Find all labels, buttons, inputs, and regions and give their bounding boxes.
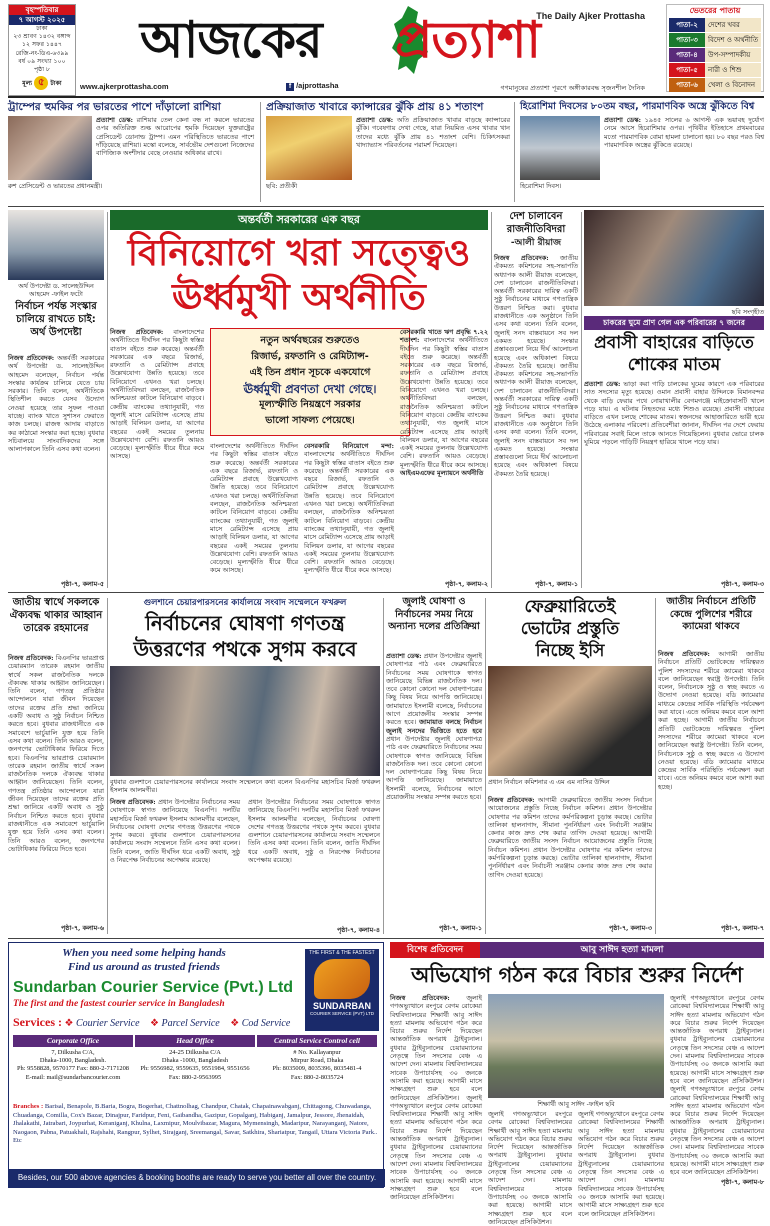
side-story-1-byline: -আলী রীয়াজ bbox=[510, 238, 562, 248]
bottom-photo bbox=[488, 994, 664, 1098]
masthead bbox=[0, 0, 770, 100]
right-story-kicker: চাকরের ঘুমে প্রাণ গেল এক পরিবারের ৭ জনের bbox=[584, 316, 764, 330]
inside-item-page: পাতা-৪ bbox=[669, 48, 705, 62]
police-continue: পৃষ্ঠা-৭, কলাম-৭ bbox=[720, 924, 764, 932]
location: ঢাকা bbox=[36, 25, 48, 32]
top-story-2[interactable] bbox=[266, 100, 510, 204]
mid-story-body: প্রত্যাশা ডেস্ক: প্রধান উপদেষ্টার জুলাই ঘোষণাপত্র পাঠ এবং ফেব্রুয়ারিতে নির্বাচনের সময় ঘোষণাকে স্বাগত জানিয়েছে বিভিন্ন রাজনৈতিক দল। তবে কোনো কোনো দল ঘোষণাপত্রের কিছু বিষয় নিয়ে আপত্তি জানিয়েছে। জামায়াতে ইসলামী বলেছে, নির্বাচনের আগে প্রয়োজনীয় সংস্কার সম্পন্ন করতে হবে। জামায়াত বলছে নির্বাচন জুলাই সনদের ভিত্তিতে হতে হবে প্রধান উপদেষ্টার জুলাই ঘোষণাপত্র পাঠ এবং ফেব্রুয়ারিতে নির্বাচনের সময় ঘোষণাকে স্বাগত জানিয়েছে বিভিন্ন রাজনৈতিক দল। তবে কোনো কোনো দল ঘোষণাপত্রের কিছু বিষয় নিয়ে আপত্তি জানিয়েছে। জামায়াতে ইসলামী বলেছে, নির্বাচনের আগে প্রয়োজনীয় সংস্কার সম্পন্ন করতে হবে। bbox=[386, 652, 482, 802]
box-line: নতুন অর্থবছরের শুরুতেও bbox=[260, 335, 360, 346]
second-lead-headline-1: নির্বাচনের ঘোষণা গণতন্ত্র bbox=[145, 611, 345, 635]
top-story-3[interactable] bbox=[520, 100, 764, 204]
website[interactable]: www.ajkerprottasha.com bbox=[80, 82, 169, 91]
lead-story[interactable] bbox=[110, 210, 488, 590]
left-story-photo bbox=[8, 210, 104, 280]
ad-logo-sub: COURIER SERVICE (PVT) LTD bbox=[309, 1011, 375, 1016]
bottom-body-2: জুলাই গণঅভ্যুত্থানে রংপুরে বেগম রোকেয়া বিশ্ববিদ্যালয়ের শিক্ষার্থী আবু সাঈদ হত্যা মামলায় অভিযোগ গঠন করে বিচার শুরুর নির্দেশ দিয়েছেন আন্তর্জাতিক অপরাধ ট্রাইব্যুনাল। বুধবার ট্রাইব্যুনালের চেয়ারম্যানের নেতৃত্বে তিন সদস্যের বেঞ্চ এ আদেশ দেন। মামলায় বিশ্ববিদ্যালয়ের সাবেক উপাচার্যসহ ৩০ জনকে আসামি করা হয়েছে। আগামী মাসে সাক্ষ্যগ্রহণ শুরু হবে বলে জানিয়েছেন প্রসিকিউশন। bbox=[488, 1110, 572, 1226]
facebook[interactable]: f /ajprottasha bbox=[286, 81, 386, 91]
top-story-1[interactable] bbox=[8, 100, 256, 204]
bottom-kicker-right: আবু সাঈদ হত্যা মামলা bbox=[480, 942, 764, 958]
bottom-story[interactable] bbox=[390, 942, 764, 1226]
tiger-icon bbox=[314, 959, 370, 999]
left-story-body: নিজস্ব প্রতিবেদক: অন্তর্বর্তী সরকারের অর্থ উপদেষ্টা ড. সালেহউদ্দিন আহমেদ বলেছেন, নির্বাচন পর্যন্ত সংস্কার কার্যক্রম চালিয়ে যেতে চায় সরকার। তিনি বলেন, অর্থনীতিকে স্থিতিশীল করতে যেসব উদ্যোগ নেওয়া হয়েছে তার সুফল পাওয়া যাচ্ছে। ব্যাংক খাতে সুশাসন ফেরাতে কাজ চলছে। রাজস্ব আদায় বাড়াতে কর কাঠামো সংস্কার করা হচ্ছে। বুধবার সচিবালয়ে সাংবাদিকদের সঙ্গে আলাপকালে তিনি এসব কথা বলেন। bbox=[8, 354, 104, 454]
left-story-caption: অর্থ উপদেষ্টা ড. সালেহউদ্দিন আহমেদ -ফাইল ফটো bbox=[18, 282, 94, 299]
top-story-2-headline: প্রক্রিয়াজাত খাবারে ক্যান্সারের ঝুঁকি প্রায় ৪১ শতাংশ bbox=[266, 101, 484, 113]
side-story-1-headline-2: রাজনীতিবিদরা bbox=[506, 224, 566, 235]
top-story-3-body: প্রত্যাশা ডেস্ক: ১৯৪৫ সালের ৬ আগস্ট এক ভয়াবহ দুর্যোগ নেমে আসে হিরোশিমার ওপর। পৃথিবীর ইতিহাসে প্রথমবারের মতো পারমাণবিক বোমা হামলা চালানো হয়। ৮০ বছর পরও বিশ্ব পারমাণবিক অস্ত্রের ঝুঁকিতে রয়েছে। bbox=[604, 116, 764, 149]
lead-kicker: অন্তর্বর্তী সরকারের এক বছর bbox=[110, 210, 488, 230]
left-story-headline: নির্বাচন পর্যন্ত সংস্কার চালিয়ে রাখতে চাই: অর্থ উপদেষ্টা bbox=[15, 301, 97, 338]
inside-item-topic: দেশের খবর bbox=[705, 18, 761, 32]
facebook-icon: f bbox=[286, 83, 294, 91]
day: বৃহস্পতিবার bbox=[9, 5, 75, 15]
office-line: 24-25 Dilkusha C/A bbox=[169, 1049, 221, 1056]
page-count: পৃষ্ঠা ৮ bbox=[33, 66, 50, 74]
inside-item-page: পাতা-৬ bbox=[669, 78, 705, 92]
lead-headline-1: বিনিয়োগে খরা সত্ত্বেও bbox=[127, 233, 471, 274]
top-story-1-body: প্রত্যাশা ডেস্ক: রাশিয়ার তেল কেনা বন্ধ না করলে ভারতের ওপর অতিরিক্ত শুল্ক আরোপের হুমকি দিয়েছেন যুক্তরাষ্ট্রের প্রেসিডেন্ট ডোনাল্ড ট্রাম্প। এমন পরিস্থিতিতে ভারতের পাশে দাঁড়িয়েছে রাশিয়া। মস্কো বলেছে, সার্বভৌম দেশগুলো নিজেদের বাণিজ্যিক অংশীদার বেছে নেওয়ার অধিকার রাখে। bbox=[96, 116, 255, 158]
bottom-headline: অভিযোগ গঠন করে বিচার শুরুর নির্দেশ bbox=[411, 963, 743, 987]
second-lead-caption: বুধবার গুলশানে চেয়ারপারসনের কার্যালয়ে সংবাদ সম্মেলনে কথা বলেন বিএনপির মহাসচিব মির্জা ফখরুল ইসলাম আলমগীর। bbox=[110, 778, 380, 795]
office-line: 7, Dilkusha C/A, bbox=[51, 1049, 95, 1056]
top-story-3-headline: হিরোশিমা দিবসের ৮০তম বছর, পারমাণবিক অস্ত্রে ঝুঁকিতে বিশ্ব bbox=[520, 101, 755, 112]
box-lines bbox=[215, 333, 405, 429]
top-story-1-headline: ট্রাম্পের হুমকির পর ভারতের পাশে দাঁড়ালো রাশিয়া bbox=[8, 101, 221, 113]
second-lead-photo bbox=[110, 666, 380, 776]
inside-pages bbox=[666, 4, 764, 92]
ad-services: Services : ❖ Courier Service ❖ Parcel Service ❖ Cod Service bbox=[13, 1015, 313, 1030]
office-line: Ph: 9556982, 9559635, 9551984, 9551656 bbox=[140, 1065, 250, 1073]
middle-left-body: নিজস্ব প্রতিবেদক: বিএনপির ভারপ্রাপ্ত চেয়ারম্যান তারেক রহমান জাতীয় স্বার্থে সকল রাজনৈতিক দলকে ঐক্যবদ্ধ থাকার আহ্বান জানিয়েছেন। তিনি বলেন, গণতন্ত্র প্রতিষ্ঠার আন্দোলনে যারা জীবন দিয়েছেন তাদের রক্তের প্রতি শ্রদ্ধা জানিয়ে একটি অবাধ ও সুষ্ঠু নির্বাচন নিশ্চিত করতে হবে। বুধবার রাজধানীতে এক সমাবেশে ভার্চুয়ালি যুক্ত হয়ে তিনি এসব কথা বলেন। তিনি আরও বলেন, জনগণের ভোটাধিকার ফিরিয়ে দিতে হবে। বিএনপির ভারপ্রাপ্ত চেয়ারম্যান তারেক রহমান জাতীয় স্বার্থে সকল রাজনৈতিক দলকে ঐক্যবদ্ধ থাকার আহ্বান জানিয়েছেন। তিনি বলেন, গণতন্ত্র প্রতিষ্ঠার আন্দোলনে যারা জীবন দিয়েছেন তাদের রক্তের প্রতি শ্রদ্ধা জানিয়ে একটি অবাধ ও সুষ্ঠু নির্বাচন নিশ্চিত করতে হবে। বুধবার রাজধানীতে এক সমাবেশে ভার্চুয়ালি যুক্ত হয়ে তিনি এসব কথা বলেন। তিনি আরও বলেন, জনগণের ভোটাধিকার ফিরিয়ে দিতে হবে। bbox=[8, 654, 104, 853]
office-line: # No. Kallayanpur bbox=[293, 1049, 341, 1056]
ad-tagline-2: Find us around as trusted friends bbox=[68, 961, 220, 973]
mid-story-headline: জুলাই ঘোষণা ও নির্বাচনের সময় নিয়ে অন্যান্য দলের প্রতিক্রিয়া bbox=[388, 596, 480, 632]
inside-item-topic: উপ-সম্পাদকীয় bbox=[705, 48, 761, 62]
side-story-1[interactable] bbox=[494, 210, 578, 590]
mid-story[interactable] bbox=[386, 596, 482, 936]
office-line: Dhaka -1000, Bangladesh bbox=[161, 1057, 229, 1065]
service-bullet-icon: ❖ bbox=[147, 1018, 162, 1029]
date: ৭ আগস্ট ২০২৫ bbox=[9, 15, 75, 25]
hijri-date: ১২ সফর ১৪৪৭ bbox=[21, 41, 63, 49]
police-story[interactable] bbox=[658, 596, 764, 936]
top-strip bbox=[8, 100, 764, 204]
ad-footer: Besides, our 500 above agencies & booking booths are ready to serve you better all over the country. bbox=[9, 1169, 385, 1187]
volume: বর্ষ ০৯ সংখ্যা ১০০ bbox=[18, 57, 66, 65]
lead-body-col-2: বাংলাদেশের অর্থনীতিতে দীর্ঘদিন পর কিছুটা স্বস্তির বাতাস বইতে শুরু করেছে। অন্তর্বর্তী সরকারের এক বছরে রিজার্ভ, রফতানি ও রেমিট্যান্স প্রবাহে উল্লেখযোগ্য উন্নতি হয়েছে। তবে বিনিয়োগে এখনও খরা চলছে। অর্থনীতিবিদরা বলছেন, রাজনৈতিক অনিশ্চয়তা কাটলে বিনিয়োগ বাড়বে। কেন্দ্রীয় ব্যাংকের তথ্যানুযায়ী, গত জুলাই মাসে রেমিট্যান্স এসেছে প্রায় আড়াই বিলিয়ন ডলার, যা আগের বছরের একই সময়ের তুলনায় উল্লেখযোগ্য বেশি। রফতানি আয়ও বেড়েছে। মূল্যস্ফীতি ধীরে ধীরে কমে আসছে। bbox=[210, 442, 298, 575]
service-item: Courier Service bbox=[75, 1018, 140, 1029]
office-block bbox=[257, 1035, 377, 1099]
inside-item[interactable] bbox=[669, 33, 761, 47]
office-block bbox=[13, 1035, 133, 1099]
middle-left-story[interactable] bbox=[8, 596, 104, 936]
ad-logo-top: THE FIRST & THE FASTEST bbox=[309, 950, 375, 956]
right-story-photo bbox=[584, 210, 764, 306]
bottom-body-1: নিজস্ব প্রতিবেদক: জুলাই গণঅভ্যুত্থানে রংপুরে বেগম রোকেয়া বিশ্ববিদ্যালয়ের শিক্ষার্থী আবু সাঈদ হত্যা মামলায় অভিযোগ গঠন করে বিচার শুরুর নির্দেশ দিয়েছেন আন্তর্জাতিক অপরাধ ট্রাইব্যুনাল। বুধবার ট্রাইব্যুনালের চেয়ারম্যানের নেতৃত্বে তিন সদস্যের বেঞ্চ এ আদেশ দেন। মামলায় বিশ্ববিদ্যালয়ের সাবেক উপাচার্যসহ ৩০ জনকে আসামি করা হয়েছে। আগামী মাসে সাক্ষ্যগ্রহণ শুরু হবে বলে জানিয়েছেন প্রসিকিউশন। জুলাই গণঅভ্যুত্থানে রংপুরে বেগম রোকেয়া বিশ্ববিদ্যালয়ের শিক্ষার্থী আবু সাঈদ হত্যা মামলায় অভিযোগ গঠন করে বিচার শুরুর নির্দেশ দিয়েছেন আন্তর্জাতিক অপরাধ ট্রাইব্যুনাল। বুধবার ট্রাইব্যুনালের চেয়ারম্যানের নেতৃত্বে তিন সদস্যের বেঞ্চ এ আদেশ দেন। মামলায় বিশ্ববিদ্যালয়ের সাবেক উপাচার্যসহ ৩০ জনকে আসামি করা হয়েছে। আগামী মাসে সাক্ষ্যগ্রহণ শুরু হবে বলে জানিয়েছেন প্রসিকিউশন। bbox=[390, 994, 482, 1202]
office-line: Fax: 880-2-8035724 bbox=[290, 1073, 344, 1081]
ad-logo bbox=[305, 949, 379, 1031]
inside-item-topic: খেলা ও বিনোদন bbox=[705, 78, 761, 92]
ec-story[interactable] bbox=[488, 596, 652, 936]
lead-continue: পৃষ্ঠা-৭, কলাম-২ bbox=[444, 580, 488, 588]
office-line: Ph: 9558828, 9570177 Fax: 880-2-7171208 bbox=[16, 1065, 129, 1073]
inside-item[interactable] bbox=[669, 78, 761, 92]
lead-body-col-4: বেসরকারি খাতে ঋণ প্রবৃদ্ধি ৭.২২ শতাংশ: বাংলাদেশের অর্থনীতিতে দীর্ঘদিন পর কিছুটা স্বস্তির বাতাস বইতে শুরু করেছে। অন্তর্বর্তী সরকারের এক বছরে রিজার্ভ, রফতানি ও রেমিট্যান্স প্রবাহে উল্লেখযোগ্য উন্নতি হয়েছে। তবে বিনিয়োগে এখনও খরা চলছে। অর্থনীতিবিদরা বলছেন, রাজনৈতিক অনিশ্চয়তা কাটলে বিনিয়োগ বাড়বে। কেন্দ্রীয় ব্যাংকের তথ্যানুযায়ী, গত জুলাই মাসে রেমিট্যান্স এসেছে প্রায় আড়াই বিলিয়ন ডলার, যা আগের বছরের একই সময়ের তুলনায় উল্লেখযোগ্য বেশি। রফতানি আয়ও বেড়েছে। মূল্যস্ফীতি ধীরে ধীরে কমে আসছে। আইএমএফের মূল্যায়নে অর্থনীতি bbox=[400, 328, 488, 478]
lead-body-col-1: নিজস্ব প্রতিবেদক: বাংলাদেশের অর্থনীতিতে দীর্ঘদিন পর কিছুটা স্বস্তির বাতাস বইতে শুরু করেছে। অন্তর্বর্তী সরকারের এক বছরে রিজার্ভ, রফতানি ও রেমিট্যান্স প্রবাহে উল্লেখযোগ্য উন্নতি হয়েছে। তবে বিনিয়োগে এখনও খরা চলছে। অর্থনীতিবিদরা বলছেন, রাজনৈতিক অনিশ্চয়তা কাটলে বিনিয়োগ বাড়বে। কেন্দ্রীয় ব্যাংকের তথ্যানুযায়ী, গত জুলাই মাসে রেমিট্যান্স এসেছে প্রায় আড়াই বিলিয়ন ডলার, যা আগের বছরের একই সময়ের তুলনায় উল্লেখযোগ্য বেশি। রফতানি আয়ও বেড়েছে। মূল্যস্ফীতি ধীরে ধীরে কমে আসছে। bbox=[110, 328, 204, 461]
price-circle: ৫ bbox=[34, 76, 48, 90]
ad-branches: Branches : Barisal, Benapole, B.Baria, Bogra, Bogerhat, Chattnolhag, Chandpur, Chatak, Chapainawabganj, Chittagong, Chuwadanga, Chuadanga, Comilla, Cox's Bazar, Dinajpur, Faridpur, Feni, Gaibandha, Gazipur, Gopalganj, Habiganj, Jamalpur, Jessore, Jhenaidah, Jhalakathi, Jatrabari, Joypurhat, Keraniganj, Khulna, Laxmipur, Moulvibazar, Magura, Mymensingh, Madaripur, Narayanganj, Natore, Naogaon, Pabna, Patuakhali, Rajshahi, Rangpur, Sylhet, Sirajganj, Sreemangal, Savar, Satkhira, Shariatpur, Tangail, Uttara Victoria Park.. Etc bbox=[13, 1103, 378, 1145]
second-lead-body-2: প্রধান উপদেষ্টার নির্বাচনের সময় ঘোষণাকে স্বাগত জানিয়েছে বিএনপি। দলটির মহাসচিব মির্জা ফখরুল ইসলাম আলমগীর বলেছেন, নির্বাচনের ঘোষণা দেশের গণতন্ত্র উত্তরণের পথকে সুগম করবে। বুধবার গুলশানে চেয়ারপারসনের কার্যালয়ে সংবাদ সম্মেলনে তিনি এসব কথা বলেন। তিনি বলেন, জাতি দীর্ঘদিন ধরে একটি অবাধ, সুষ্ঠু ও নিরপেক্ষ নির্বাচনের অপেক্ষায় রয়েছে। bbox=[248, 798, 380, 865]
bottom-kicker-left: বিশেষ প্রতিবেদন bbox=[390, 942, 480, 958]
services-list bbox=[64, 1018, 298, 1029]
second-lead-kicker: গুলশানে চেয়ারপারসনের কার্যালয়ে সংবাদ সম্মেলনে ফখরুল bbox=[143, 598, 347, 608]
ec-headline-3: নিচ্ছে ইসি bbox=[535, 641, 605, 661]
top-story-1-photo bbox=[8, 116, 92, 180]
right-story-credit: ছবি সংগৃহীত bbox=[731, 308, 764, 316]
price: মূল্য ৫ টাকা bbox=[22, 77, 62, 89]
ad-company: Sundarban Courier Service (Pvt.) Ltd bbox=[13, 979, 294, 996]
inside-list bbox=[667, 18, 763, 92]
inside-item-topic: নারী ও শিশু bbox=[705, 63, 761, 77]
middle-left-continue: পৃষ্ঠা-৭, কলাম-৬ bbox=[60, 924, 104, 932]
inside-item-page: পাতা-৩ bbox=[669, 33, 705, 47]
top-story-2-body: প্রত্যাশা ডেস্ক: অতি প্রক্রিয়াজাত খাবার বাড়ছে ক্যান্সারের ঝুঁকি। গবেষণায় দেখা গেছে, যারা নিয়মিত এসব খাবার খান তাদের মধ্যে ঝুঁকি প্রায় ৪১ শতাংশ বেশি। চিকিৎসকরা খাদ্যাভ্যাস পরিবর্তনের পরামর্শ দিয়েছেন। bbox=[356, 116, 510, 149]
lead-headline-2: ঊর্ধ্বমুখী অর্থনীতি bbox=[172, 277, 426, 318]
inside-item[interactable] bbox=[669, 63, 761, 77]
office-title: Head Office bbox=[135, 1035, 255, 1047]
side-story-1-body: নিজস্ব প্রতিবেদক: জাতীয় ঐকমত্য কমিশনের সহ-সভাপতি অধ্যাপক আলী রীয়াজ বলেছেন, দেশ চালাবেন রাজনীতিবিদরা। অন্তর্বর্তী সরকারের দায়িত্ব একটি সুষ্ঠু নির্বাচনের মাধ্যমে গণতান্ত্রিক উত্তরণ নিশ্চিত করা। বুধবার রাজধানীতে এক অনুষ্ঠানে তিনি এসব কথা বলেন। তিনি বলেন, জুলাই সনদ বাস্তবায়নে সব দল একমত হয়েছে। সংস্কার প্রস্তাবগুলো নিয়ে দীর্ঘ আলোচনা হয়েছে এবং অধিকাংশ বিষয়ে ঐকমত্য তৈরি হয়েছে। জাতীয় ঐকমত্য কমিশনের সহ-সভাপতি অধ্যাপক আলী রীয়াজ বলেছেন, দেশ চালাবেন রাজনীতিবিদরা। অন্তর্বর্তী সরকারের দায়িত্ব একটি সুষ্ঠু নির্বাচনের মাধ্যমে গণতান্ত্রিক উত্তরণ নিশ্চিত করা। বুধবার রাজধানীতে এক অনুষ্ঠানে তিনি এসব কথা বলেন। তিনি বলেন, জুলাই সনদ বাস্তবায়নে সব দল একমত হয়েছে। সংস্কার প্রস্তাবগুলো নিয়ে দীর্ঘ আলোচনা হয়েছে এবং অধিকাংশ বিষয়ে ঐকমত্য তৈরি হয়েছে। bbox=[494, 254, 578, 478]
ad-tagline-1: When you need some helping hands bbox=[62, 947, 226, 959]
inside-item[interactable] bbox=[669, 18, 761, 32]
inside-title: ভেতরের পাতায় bbox=[689, 6, 741, 15]
service-item: Parcel Service bbox=[161, 1018, 220, 1029]
office-line: Dhaka-1000, Bangladesh. bbox=[39, 1057, 107, 1065]
date-box bbox=[8, 4, 76, 96]
box-line: ভালো সাফল্য পেয়েছে। bbox=[265, 415, 355, 426]
right-story-body: প্রত্যাশা ডেস্ক: ভাড়া করা গাড়ি চালকের ঘুমের কারণে এক পরিবারের সাত সদস্যের মৃত্যু হয়েছে। ওমান প্রবাসী বাহার উদ্দিনকে বিমানবন্দর থেকে বাড়ি ফেরার পথে নোয়াখালীর বেগমগঞ্জে মাইক্রোবাসটি খালে পড়ে যায়। এ ঘটনায় নিহতদের মধ্যে শিশুও রয়েছে। প্রবাসী বাহারের বাড়িতে এখন চলছে শোকের মাতম। স্বজনদের আহাজারিতে ভারী হয়ে উঠেছে এলাকার পরিবেশ। প্রতিবেশীরা জানান, দীর্ঘদিন পর দেশে ফেরায় পরিবারের সবাই মিলে তাকে আনতে গিয়েছিলেন। বুধবার ভোরে চালক ঘুমিয়ে পড়লে গাড়িটি নিয়ন্ত্রণ হারিয়ে খালে পড়ে যায়। bbox=[584, 380, 764, 447]
right-story-headline-2: শোকের মাতম bbox=[627, 355, 721, 375]
left-column-story[interactable] bbox=[8, 210, 104, 590]
right-story-continue: পৃষ্ঠা-৭, কলাম-৩ bbox=[720, 580, 764, 588]
ec-caption: প্রধান নির্বাচন কমিশনার এ এম এম নাসির উদ্দিন bbox=[488, 778, 610, 786]
ec-headline-1: ফেব্রুয়ারিতেই bbox=[524, 597, 616, 617]
bottom-caption: শিক্ষার্থী আবু সাঈদ -ফাইল ছবি bbox=[537, 1100, 615, 1108]
police-body: নিজস্ব প্রতিবেদক: আগামী জাতীয় নির্বাচনে প্রতিটি ভোটকেন্দ্রে দায়িত্বরত পুলিশ সদস্যদের শরীরে ক্যামেরা থাকবে বলে জানিয়েছেন স্বরাষ্ট্র উপদেষ্টা। তিনি বলেন, নির্বাচনকে সুষ্ঠু ও স্বচ্ছ করতে এ উদ্যোগ নেওয়া হয়েছে। বডি ক্যামেরার মাধ্যমে কেন্দ্রের সার্বিক পরিস্থিতি পর্যবেক্ষণ করা যাবে। এতে অনিয়ম কমবে বলে আশা করা হচ্ছে। আগামী জাতীয় নির্বাচনে প্রতিটি ভোটকেন্দ্রে দায়িত্বরত পুলিশ সদস্যদের শরীরে ক্যামেরা থাকবে বলে জানিয়েছেন স্বরাষ্ট্র উপদেষ্টা। তিনি বলেন, নির্বাচনকে সুষ্ঠু ও স্বচ্ছ করতে এ উদ্যোগ নেওয়া হয়েছে। বডি ক্যামেরার মাধ্যমে কেন্দ্রের সার্বিক পরিস্থিতি পর্যবেক্ষণ করা যাবে। এতে অনিয়ম কমবে বলে আশা করা হচ্ছে। bbox=[658, 650, 764, 791]
box-line: ঊর্ধ্বমুখী প্রবণতা দেখা গেছে। bbox=[243, 382, 377, 396]
right-story-headline-1: প্রবাসী বাহারের বাড়িতে bbox=[594, 333, 754, 353]
logo-right: প্রত্যাশা bbox=[395, 11, 540, 69]
logo-left: আজকের bbox=[140, 11, 322, 69]
inside-item-page: পাতা-২ bbox=[669, 18, 705, 32]
side-story-1-headline-1: দেশ চালাবেন bbox=[509, 211, 563, 222]
police-headline: জাতীয় নির্বাচনে প্রতিটি কেন্দ্রে পুলিশের শরীরে ক্যামেরা থাকবে bbox=[666, 596, 756, 632]
courier-ad[interactable] bbox=[8, 942, 384, 1188]
second-lead-headline-2: উত্তরণের পথকে সুগম করবে bbox=[133, 637, 357, 661]
ec-body: নিজস্ব প্রতিবেদক: আগামী ফেব্রুয়ারিতে জাতীয় সংসদ নির্বাচন আয়োজনের প্রস্তুতি নিচ্ছে নির্বাচন কমিশন। প্রধান উপদেষ্টার ঘোষণার পর কমিশন তাদের কর্মপরিকল্পনা চূড়ান্ত করছে। ভোটার তালিকা হালনাগাদ, সীমানা পুনর্নির্ধারণ এবং নির্বাচনী সরঞ্জাম কেনার কাজ দ্রুত শেষ করার তাগিদ দেওয়া হয়েছে। আগামী ফেব্রুয়ারিতে জাতীয় সংসদ নির্বাচন আয়োজনের প্রস্তুতি নিচ্ছে নির্বাচন কমিশন। প্রধান উপদেষ্টার ঘোষণার পর কমিশন তাদের কর্মপরিকল্পনা চূড়ান্ত করছে। ভোটার তালিকা হালনাগাদ, সীমানা পুনর্নির্ধারণ এবং নির্বাচনী সরঞ্জাম কেনার কাজ দ্রুত শেষ করার তাগিদ দেওয়া হয়েছে। bbox=[488, 796, 652, 879]
office-title: Central Service Control cell bbox=[257, 1035, 377, 1047]
ad-logo-name: SUNDARBAN bbox=[313, 1001, 371, 1011]
lead-highlight-box bbox=[210, 328, 410, 436]
office-block bbox=[135, 1035, 255, 1099]
box-line: এই তিন প্রধান সূচকে একযোগে bbox=[249, 367, 371, 378]
ad-offices bbox=[13, 1035, 379, 1099]
lead-body-col-3: বেসরকারি বিনিয়োগে মন্দা: বাংলাদেশের অর্থনীতিতে দীর্ঘদিন পর কিছুটা স্বস্তির বাতাস বইতে শুরু করেছে। অন্তর্বর্তী সরকারের এক বছরে রিজার্ভ, রফতানি ও রেমিট্যান্স প্রবাহে উল্লেখযোগ্য উন্নতি হয়েছে। তবে বিনিয়োগে এখনও খরা চলছে। অর্থনীতিবিদরা বলছেন, রাজনৈতিক অনিশ্চয়তা কাটলে বিনিয়োগ বাড়বে। কেন্দ্রীয় ব্যাংকের তথ্যানুযায়ী, গত জুলাই মাসে রেমিট্যান্স এসেছে প্রায় আড়াই বিলিয়ন ডলার, যা আগের বছরের একই সময়ের তুলনায় উল্লেখযোগ্য বেশি। রফতানি আয়ও বেড়েছে। মূল্যস্ফীতি ধীরে ধীরে কমে আসছে। bbox=[304, 442, 394, 575]
second-lead-body-1: নিজস্ব প্রতিবেদক: প্রধান উপদেষ্টার নির্বাচনের সময় ঘোষণাকে স্বাগত জানিয়েছে বিএনপি। দলটির মহাসচিব মির্জা ফখরুল ইসলাম আলমগীর বলেছেন, নির্বাচনের ঘোষণা দেশের গণতন্ত্র উত্তরণের পথকে সুগম করবে। বুধবার গুলশানে চেয়ারপারসনের কার্যালয়ে সংবাদ সম্মেলনে তিনি এসব কথা বলেন। তিনি বলেন, জাতি দীর্ঘদিন ধরে একটি অবাধ, সুষ্ঠু ও নিরপেক্ষ নির্বাচনের অপেক্ষায় রয়েছে। bbox=[110, 798, 240, 865]
top-story-3-photo bbox=[520, 116, 600, 180]
box-line: মূল্যস্ফীতি নিয়ন্ত্রণে সরকার bbox=[259, 399, 361, 410]
side-story-1-continue: পৃষ্ঠা-৭, কলাম-১ bbox=[534, 580, 578, 588]
slogan: গণমানুষের প্রত্যাশা পূরণে অঙ্গীকারবদ্ধ সৃজনশীল দৈনিক bbox=[500, 84, 645, 92]
service-item: Cod Service bbox=[241, 1018, 291, 1029]
ad-subtitle: The first and the fastest courier service in Bangladesh bbox=[13, 999, 225, 1009]
ec-photo bbox=[488, 666, 652, 776]
bottom-body-3: জুলাই গণঅভ্যুত্থানে রংপুরে বেগম রোকেয়া বিশ্ববিদ্যালয়ের শিক্ষার্থী আবু সাঈদ হত্যা মামলায় অভিযোগ গঠন করে বিচার শুরুর নির্দেশ দিয়েছেন আন্তর্জাতিক অপরাধ ট্রাইব্যুনাল। বুধবার ট্রাইব্যুনালের চেয়ারম্যানের নেতৃত্বে তিন সদস্যের বেঞ্চ এ আদেশ দেন। মামলায় বিশ্ববিদ্যালয়ের সাবেক উপাচার্যসহ ৩০ জনকে আসামি করা হয়েছে। আগামী মাসে সাক্ষ্যগ্রহণ শুরু হবে বলে জানিয়েছেন প্রসিকিউশন। bbox=[578, 1110, 664, 1218]
top-story-2-caption: ছবি: প্রতীকী bbox=[266, 182, 298, 190]
inside-item-topic: বিদেশ ও অর্থনীতি bbox=[705, 33, 761, 47]
top-story-1-caption: রুশ প্রেসিডেন্ট ও ভারতের প্রধানমন্ত্রী। bbox=[8, 182, 103, 190]
second-lead-story[interactable] bbox=[110, 596, 380, 936]
office-line: Ph: 8035009, 8035396, 8035481-4 bbox=[272, 1065, 362, 1073]
bottom-continue: পৃষ্ঠা-৭, কলাম-৮ bbox=[720, 1178, 764, 1186]
middle-left-headline: জাতীয় স্বার্থে সকলকে ঐক্যবদ্ধ থাকার আহ্বান তারেক রহমানের bbox=[9, 597, 103, 634]
mid-story-continue: পৃষ্ঠা-৭, কলাম-১ bbox=[438, 924, 482, 932]
office-line: Mirpur Road, Dhaka bbox=[290, 1057, 344, 1065]
top-story-2-photo bbox=[266, 116, 352, 180]
inside-item-page: পাতা-৫ bbox=[669, 63, 705, 77]
english-name: The Daily Ajker Prottasha bbox=[536, 11, 645, 21]
calendar-date: ২৩ শ্রাবণ ১৪৩২ বঙ্গাব্দ bbox=[13, 33, 71, 41]
bottom-body-4: জুলাই গণঅভ্যুত্থানে রংপুরে বেগম রোকেয়া বিশ্ববিদ্যালয়ের শিক্ষার্থী আবু সাঈদ হত্যা মামলায় অভিযোগ গঠন করে বিচার শুরুর নির্দেশ দিয়েছেন আন্তর্জাতিক অপরাধ ট্রাইব্যুনাল। বুধবার ট্রাইব্যুনালের চেয়ারম্যানের নেতৃত্বে তিন সদস্যের বেঞ্চ এ আদেশ দেন। মামলায় বিশ্ববিদ্যালয়ের সাবেক উপাচার্যসহ ৩০ জনকে আসামি করা হয়েছে। আগামী মাসে সাক্ষ্যগ্রহণ শুরু হবে বলে জানিয়েছেন প্রসিকিউশন। জুলাই গণঅভ্যুত্থানে রংপুরে বেগম রোকেয়া বিশ্ববিদ্যালয়ের শিক্ষার্থী আবু সাঈদ হত্যা মামলায় অভিযোগ গঠন করে বিচার শুরুর নির্দেশ দিয়েছেন আন্তর্জাতিক অপরাধ ট্রাইব্যুনাল। বুধবার ট্রাইব্যুনালের চেয়ারম্যানের নেতৃত্বে তিন সদস্যের বেঞ্চ এ আদেশ দেন। মামলায় বিশ্ববিদ্যালয়ের সাবেক উপাচার্যসহ ৩০ জনকে আসামি করা হয়েছে। আগামী মাসে সাক্ষ্যগ্রহণ শুরু হবে বলে জানিয়েছেন প্রসিকিউশন। bbox=[670, 994, 764, 1177]
inside-item[interactable] bbox=[669, 48, 761, 62]
right-story[interactable] bbox=[584, 210, 764, 590]
box-line: রিজার্ভ, রফতানি ও রেমিট্যান্স- bbox=[251, 351, 369, 362]
top-story-3-caption: হিরোশিমা দিবস। bbox=[520, 182, 562, 190]
service-bullet-icon: ❖ bbox=[64, 1018, 76, 1029]
left-story-continue: পৃষ্ঠা-৭, কলাম-৫ bbox=[60, 580, 104, 588]
reg-no: রেজি-নং-ডিএ-৬৩৯৯ bbox=[15, 49, 69, 57]
office-line: Fax: 880-2-9563995 bbox=[168, 1073, 222, 1081]
ec-headline-2: ভোটের প্রস্তুতি bbox=[520, 619, 620, 639]
service-bullet-icon: ❖ bbox=[227, 1018, 242, 1029]
office-line: E-mail: mail@sundarbancourier.com bbox=[25, 1073, 121, 1081]
second-lead-continue: পৃষ্ঠা-৭, কলাম-৪ bbox=[336, 926, 380, 934]
office-title: Corporate Office bbox=[13, 1035, 133, 1047]
ec-continue: পৃষ্ঠা-৭, কলাম-৩ bbox=[608, 924, 652, 932]
